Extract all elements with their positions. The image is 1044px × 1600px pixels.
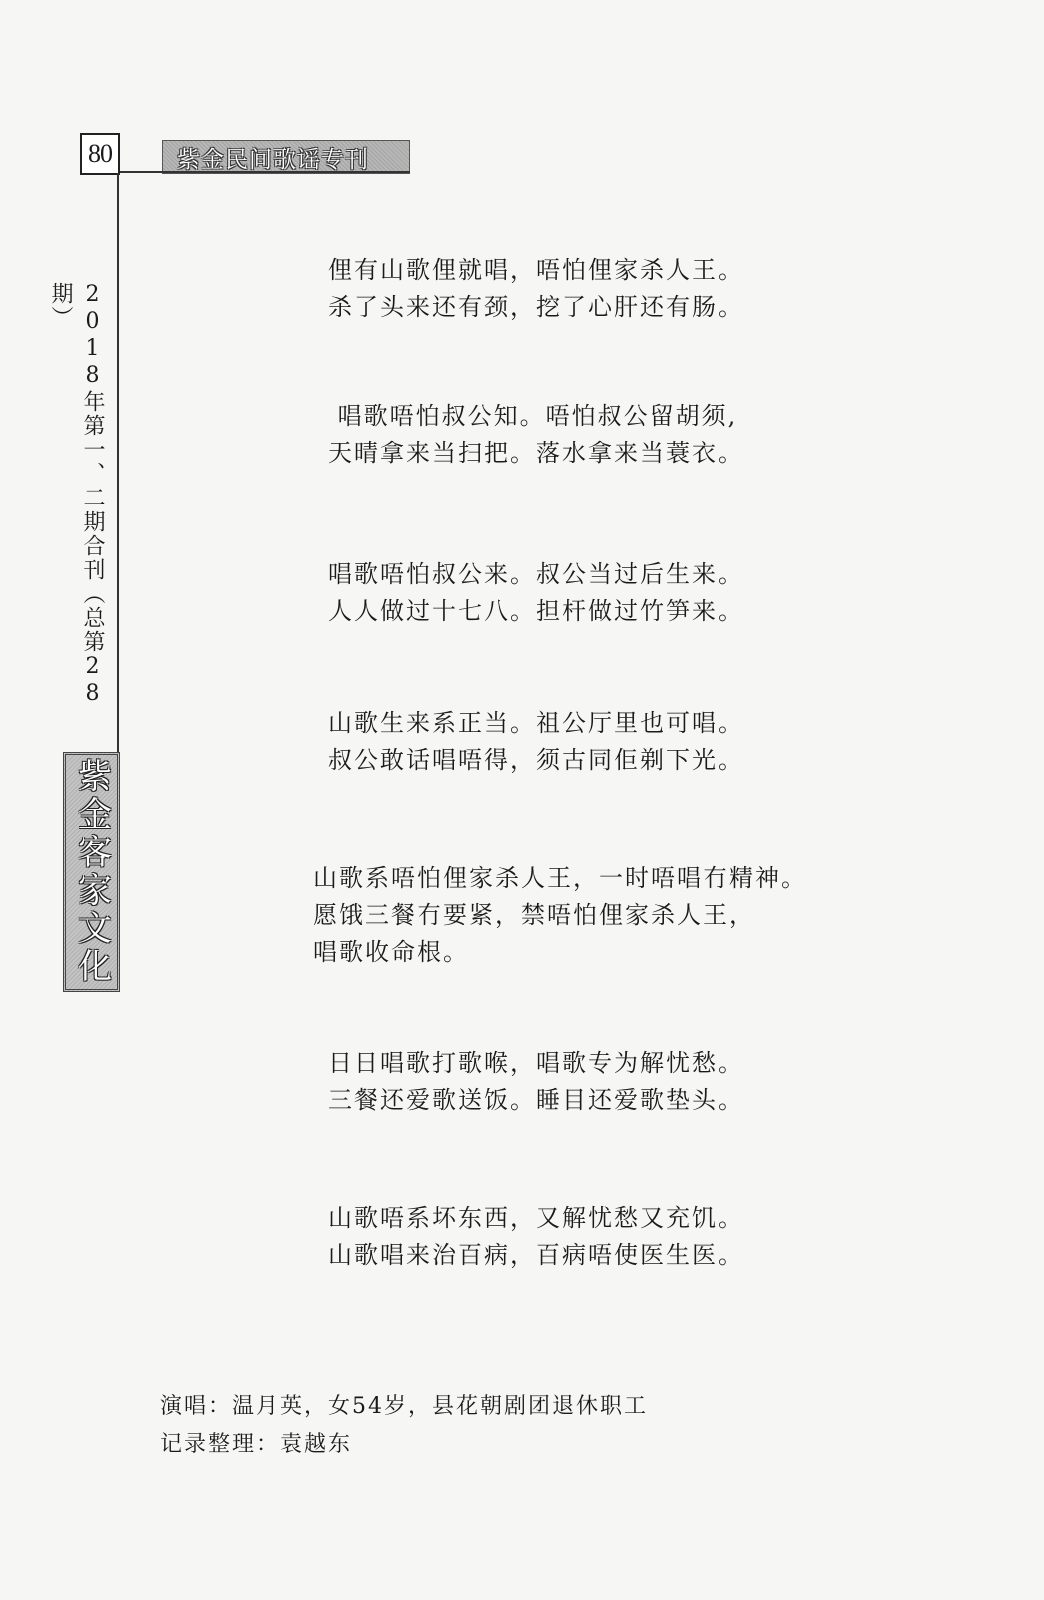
- logo-seal: [63, 752, 120, 992]
- stanza-2: [328, 398, 744, 472]
- verse-line: 日日唱歌打歌喉，唱歌专为解忧愁。: [328, 1049, 744, 1077]
- journal-banner-title: 紫金民间歌谣专刊: [177, 146, 369, 173]
- verse-line: 天晴拿来当扫把。落水拿来当蓑衣。: [328, 439, 744, 467]
- singer-credit: 演唱：温月英，女54岁，县花朝剧团退休职工: [160, 1394, 648, 1419]
- verse-line: 愿饿三餐冇要紧，禁唔怕俚家杀人王，: [313, 901, 755, 929]
- stanza-1: [328, 252, 744, 326]
- credits: [160, 1388, 648, 1464]
- verse-line: 唱歌收命根。: [313, 938, 469, 966]
- verse-line: 山歌生来系正当。祖公厅里也可唱。: [328, 709, 744, 737]
- verse-line: 杀了头来还有颈，挖了心肝还有肠。: [328, 293, 744, 321]
- verse-line: 人人做过十七八。担杆做过竹笋来。: [328, 597, 744, 625]
- journal-banner: [162, 140, 410, 174]
- issue-label: 2018年第一、二期合刊（总第28期）: [48, 282, 105, 708]
- verse-line: 叔公敢话唱唔得，须古同佢剃下光。: [328, 746, 744, 774]
- verse-line: 唱歌唔怕叔公来。叔公当过后生来。: [328, 560, 744, 588]
- verse-line: 山歌唔系坏东西，又解忧愁又充饥。: [328, 1204, 744, 1232]
- spine-line: [117, 173, 119, 755]
- logo-text: 紫金客家文化: [71, 758, 112, 986]
- verse-line: 山歌系唔怕俚家杀人王，一时唔唱冇精神。: [313, 864, 807, 892]
- stanza-5: [313, 860, 807, 971]
- recorder-credit: 记录整理：袁越东: [160, 1432, 353, 1457]
- header-rule: [120, 171, 410, 173]
- stanza-4: [328, 705, 744, 779]
- stanza-7: [328, 1200, 744, 1274]
- verse-line: 三餐还爱歌送饭。睡目还爱歌垫头。: [328, 1086, 744, 1114]
- stanza-3: [328, 556, 744, 630]
- verse-line: 山歌唱来治百病，百病唔使医生医。: [328, 1241, 744, 1269]
- verse-line: 俚有山歌俚就唱，唔怕俚家杀人王。: [328, 256, 744, 284]
- page-number: 80: [80, 133, 120, 175]
- verse-line: 唱歌唔怕叔公知。唔怕叔公留胡须,: [328, 402, 738, 430]
- stanza-6: [328, 1045, 744, 1119]
